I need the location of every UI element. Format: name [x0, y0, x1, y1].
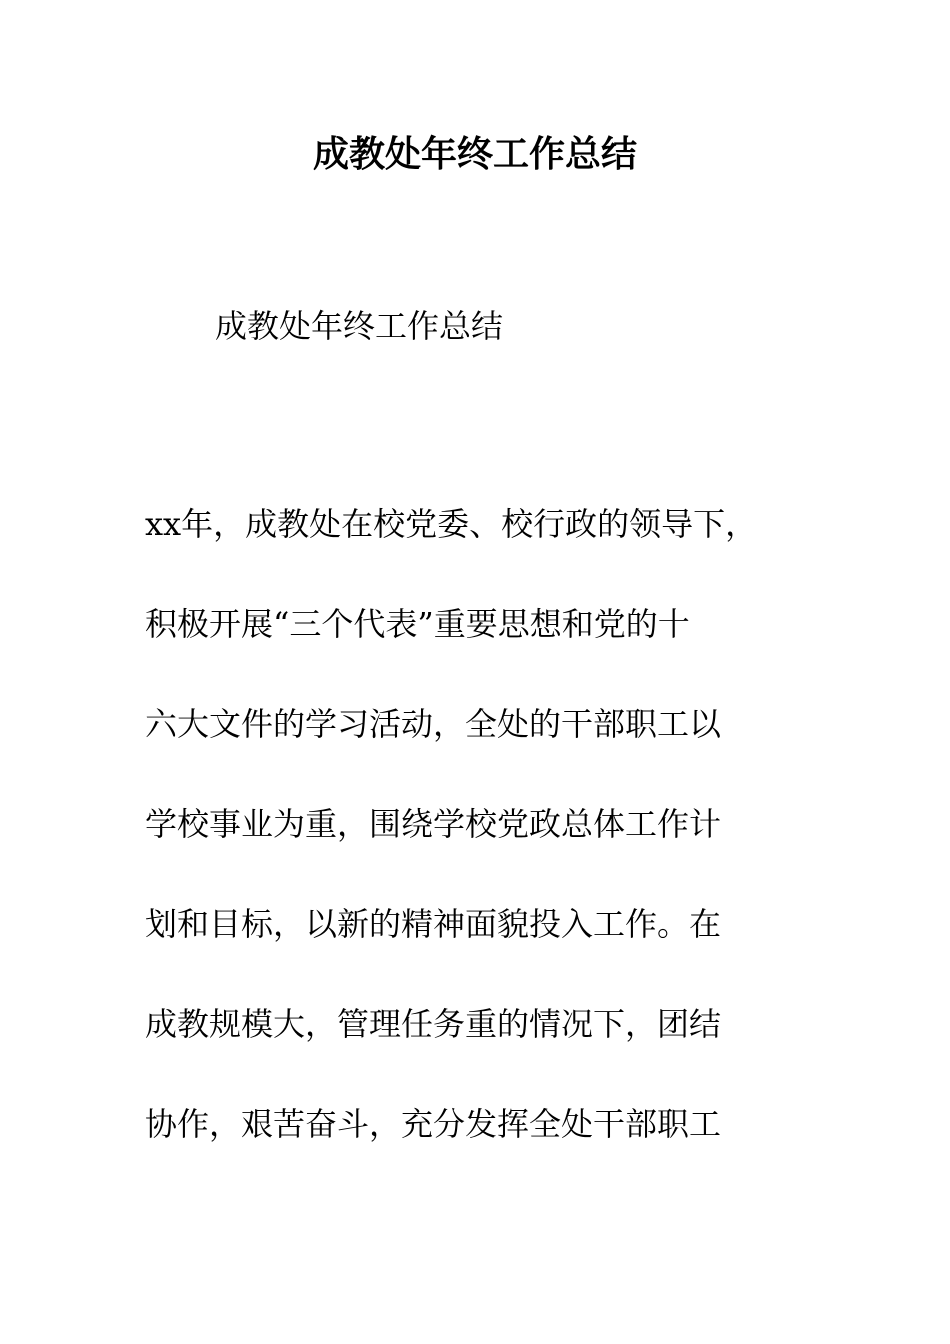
- body-line: 成教规模大，管理任务重的情况下，团结: [145, 1005, 722, 1043]
- body-line: 协作，艰苦奋斗，充分发挥全处干部职工: [145, 1105, 722, 1143]
- body-line: 划和目标，以新的精神面貌投入工作。在: [145, 905, 722, 943]
- body-line: 六大文件的学习活动，全处的干部职工以: [145, 705, 722, 743]
- body-line: 学校事业为重，围绕学校党政总体工作计: [145, 805, 722, 843]
- body-text: [145, 500, 825, 1200]
- document-title: 成教处年终工作总结: [312, 133, 637, 175]
- body-line: 积极开展“三个代表”重要思想和党的十: [145, 605, 690, 643]
- document-subtitle: 成教处年终工作总结: [215, 307, 504, 345]
- body-line: xx年，成教处在校党委、校行政的领导下，: [145, 505, 758, 543]
